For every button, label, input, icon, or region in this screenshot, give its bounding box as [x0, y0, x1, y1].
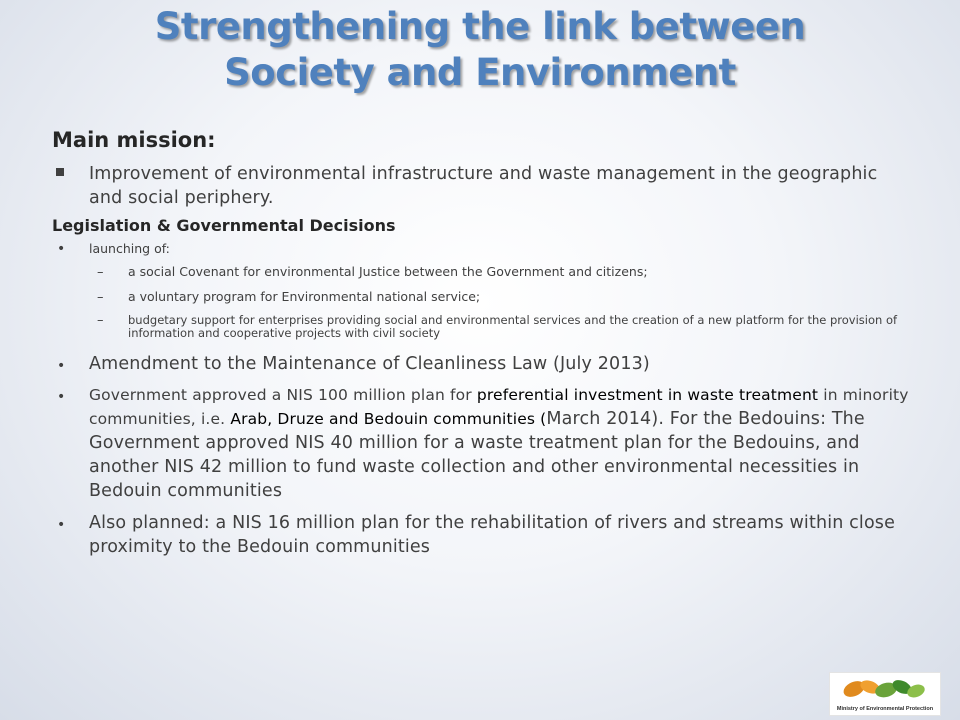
dash-icon: –: [97, 313, 104, 328]
title-line-2: Society and Environment: [224, 51, 736, 94]
launching-item: [52, 241, 912, 257]
bullet-icon: •: [57, 517, 66, 533]
also-planned-item: [52, 511, 912, 559]
sub-item: [52, 289, 912, 305]
launching-text: launching of:: [89, 241, 170, 256]
bullet-icon: •: [57, 358, 66, 374]
main-mission-heading: Main mission:: [52, 128, 216, 152]
also-planned-text: Also planned: a NIS 16 million plan for the rehabilitation of rivers and streams within close proximity to the Bedouin communities: [89, 513, 895, 557]
sub-item-text: a social Covenant for environmental Justice between the Government and citizens;: [128, 264, 648, 279]
amendment-item: [52, 352, 912, 376]
govt-text-1: Government approved a NIS 100 million plan for: [89, 386, 477, 404]
govt-highlight-2: Arab, Druze and Bedouin communities (: [230, 410, 547, 428]
slide-body: [52, 128, 912, 559]
legislation-heading: Legislation & Governmental Decisions: [52, 216, 396, 235]
sub-item: [52, 264, 912, 280]
slide-title: [0, 4, 960, 96]
ministry-logo: [829, 672, 941, 716]
govt-highlight-1: preferential investment in waste treatment: [476, 386, 819, 404]
government-plan-item: [52, 383, 912, 503]
dash-icon: –: [97, 290, 104, 305]
dash-icon: –: [97, 265, 104, 280]
bullet-icon: •: [57, 389, 66, 405]
main-mission-text: Improvement of environmental infrastructure and waste management in the geographic and social periphery.: [89, 164, 878, 208]
govt-text-2: in minority communities, i.e.: [89, 386, 909, 428]
square-bullet-icon: [56, 168, 64, 176]
sub-item-text: a voluntary program for Environmental national service;: [128, 289, 481, 304]
bullet-icon: •: [57, 241, 66, 257]
main-mission-item: [52, 162, 912, 210]
sub-item: [52, 314, 912, 340]
title-line-1: Strengthening the link between: [154, 5, 806, 48]
logo-text: Ministry of Environmental Protection: [836, 706, 934, 712]
sub-item-text: budgetary support for enterprises providing social and environmental services and the creation of a new platform for the provision of information and cooperative projects with civil society: [128, 313, 898, 340]
govt-text-3: March 2014). For the Bedouins: The Government approved NIS 40 million for a waste treatment plan for the Bedouins, and another NIS 42 million to fund waste collection and other environmental necessities in Bedouin communities: [89, 409, 865, 501]
hands-leaves-icon: [830, 673, 940, 707]
amendment-text: Amendment to the Maintenance of Cleanliness Law (July 2013): [89, 354, 650, 374]
